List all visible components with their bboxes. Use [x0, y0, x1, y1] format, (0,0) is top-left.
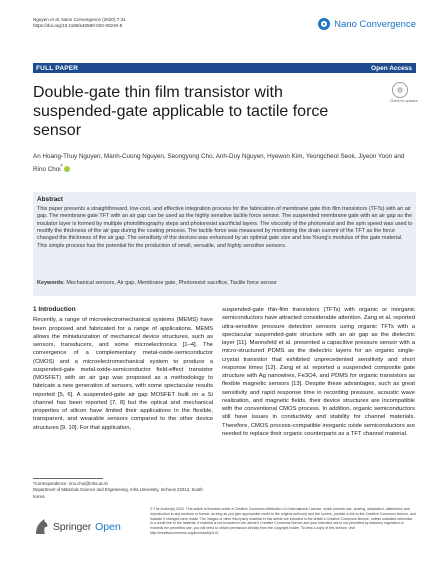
article-title: Double-gate thin film transistor with suspended-gate applicable to tactile force sensor: [33, 84, 329, 139]
article-type-label: FULL PAPER: [36, 64, 79, 72]
open-access-label: Open Access: [371, 64, 412, 72]
body-column-right: [222, 306, 415, 438]
keywords: [37, 280, 413, 287]
citation-line: Nguyen et al. Nano Convergence (2020) 7:31: [33, 17, 126, 22]
correspondence-footnote: [33, 481, 213, 500]
footnote-divider: [33, 478, 103, 479]
orcid-icon[interactable]: [64, 166, 70, 172]
abstract-box: [33, 192, 416, 296]
authors-text: An Hoang-Thuy Nguyen, Manh-Cuong Nguyen, Seongyong Cho, Anh-Duy Nguyen, Hyewon Kim, Yeongcheol Seok, Jiyeon Yoon and Rino Choi: [33, 153, 405, 174]
springer-wordmark: Springer: [53, 521, 92, 533]
correspondence-email[interactable]: *Correspondence: rino.choi@inha.ac.kr: [33, 481, 109, 486]
citation-header: [33, 17, 126, 29]
body-column-left: [33, 306, 213, 432]
springer-horse-icon: [33, 518, 49, 536]
journal-logo-icon: [318, 18, 330, 30]
check-updates-label: Check for updates: [390, 99, 418, 103]
author-list: [33, 152, 413, 176]
abstract-text: This paper presents a straightforward, low-cost, and effective integration process for the fabrication of membrane gate thin film transistors (TFTs) with an air gap. The membrane gate TFT with an air gap can be used as the highly sensitive tactile force sensor. The suspended membrane gate with an air gap as the insulator layer is formed by multiple photolithography steps and photoresist sacrificial layers. The viscosity of the photoresist and the spin speed was used to modify the thickness of the air gap during the coating process. The tactile force was measured by monitoring the drain current of the TFT as the force changed the thickness of the air gap. The sensitivity of the devices was enhanced by an optimal gate size and low Young's modulus of the gate material. This simple process has the potential for the production of small, versatile, and highly sensitive sensors.: [37, 206, 413, 249]
affiliation: Department of Materials Science and Engineering, Inha University, Incheon 22212, South Korea: [33, 487, 203, 499]
article-type-band: [33, 63, 416, 73]
keywords-label: Keywords:: [37, 280, 65, 286]
intro-paragraph-left: Recently, a range of microelectromechanical systems (MEMS) have been proposed and fabricated for a range of applications. MEMS allows the miniaturization of mechanical device structures, such as sensors, transducers, and some microelectronics [1–4]. The convergence of a complementary metal-oxide-semiconductor (CMOS) and a microelectromechanical system to produce a suspended-gate metal-oxide-semiconductor field-effect transistor (MOSFET) with an air gap was proposed as a methodology to fabricate a new generation of sensors, with some spectacular results reported [5, 6]. A suspended-gate air gap MOSFET built on a Si channel has been reported [7, 8] but the optical and mechanical properties of silicon have limited their applications in the flexible, transparent, and wearable sensors compared to the other device structures [9, 10]. For that application,: [33, 317, 213, 431]
open-wordmark: Open: [95, 521, 121, 533]
license-text: © The Author(s) 2020. This article is licensed under a Creative Commons Attribution 4.0 International License, which permits use, sharing, adaptation, distribution and reproduction in any medium or format, as long as you give appropriate credit to the original author(s) and the source, provide a link to the Creative Commons licence, and indicate if changes were made. The images or other third party material in this article are included in the article's Creative Commons licence, unless indicated otherwise in a credit line to the material. If material is not included in the article's Creative Commons licence and your intended use is not permitted by statutory regulation or exceeds the permitted use, you will need to obtain permission directly from the copyright holder. To view a copy of this licence, visit http://creativecommons.org/licenses/by/4.0/.: [150, 507, 416, 535]
publisher-logo[interactable]: [33, 518, 121, 536]
keywords-text: Mechanical sensors, Air gap, Membrane gate, Photoresist sacrifice, Tactile force sensor: [66, 280, 277, 286]
abstract-heading: Abstract: [37, 196, 63, 203]
check-updates-icon: [392, 82, 408, 98]
intro-paragraph-right: suspended-gate thin-film transistors (TFTs) with organic or inorganic semiconductors have attracted considerable attention. Zang et al. reported ultra-sensitive pressure detection sensors using organic TFTs with a spectacular suspended-gate structure with an air gap as the dielectric layer [11]. Mannsfeld et al. presented a capacitive pressure sensor with a micro-structured PDMS as the dielectric layers for an organic single-crystal transistor that exhibited unprecedented sensitivity and short response times [12]. Zang et al. reported a suspended composite gate structure with Ag nanowires, Fe3O4, and PDMS for organic transistors as flexible magnetic sensors [13]. Despite these advantages, such as great sensitivity and rapid response time in recording pressure, acoustic wave realization, and magnetic fields, their device structures are incompatible with the conventional CMOS process. In addition, organic semiconductors still have issues in conductivity and stability for channel materials. Therefore, CMOS process-compatible inorganic oxide semiconductors are needed to replace their organic counterparts as a TFT channel material.: [222, 307, 415, 437]
doi-link[interactable]: https://doi.org/10.1186/s40580-020-00240-9: [33, 23, 123, 29]
corresponding-mark: *: [60, 164, 63, 171]
check-updates-badge[interactable]: [390, 82, 418, 103]
section-heading: 1 Introduction: [33, 306, 76, 313]
journal-name: Nano Convergence: [334, 18, 416, 30]
journal-brand[interactable]: [318, 18, 416, 30]
